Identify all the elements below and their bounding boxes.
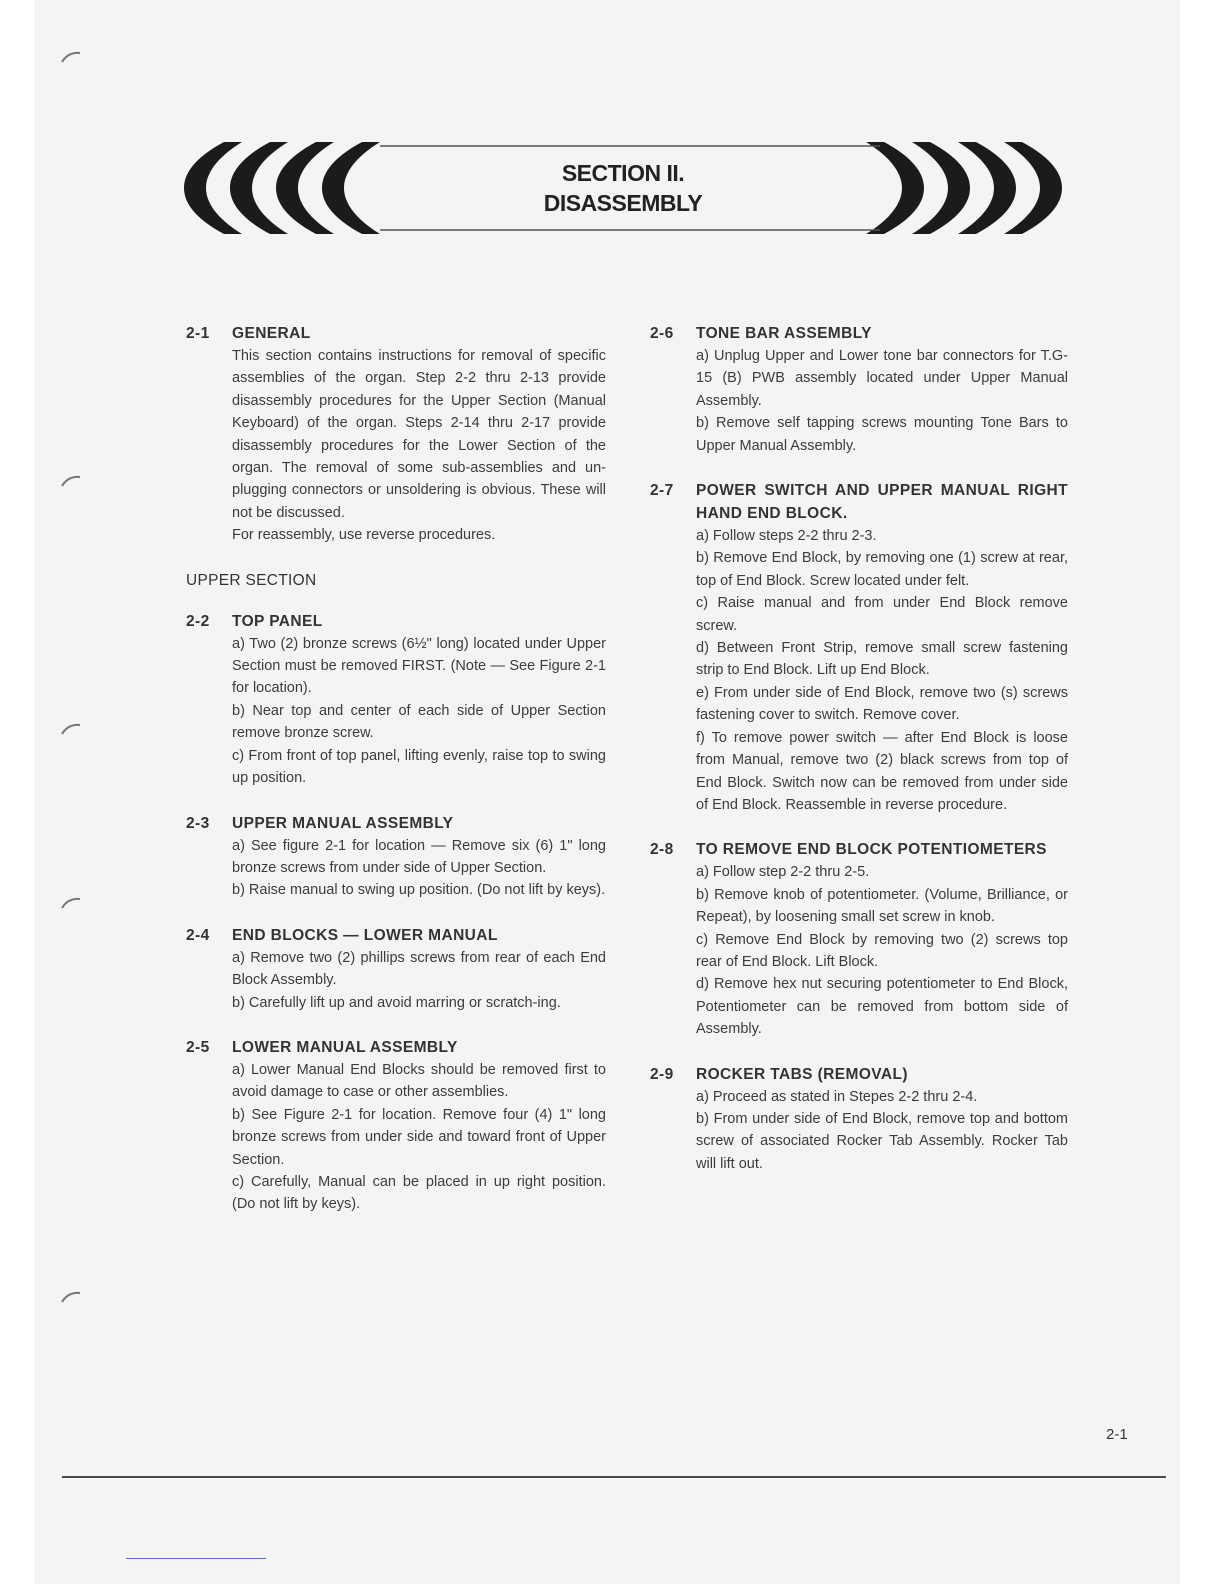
section-2-3 <box>186 812 606 902</box>
paragraph: d) Between Front Strip, remove small screw fastening strip to End Block. Lift up End Block. <box>696 640 1068 679</box>
section-2-9 <box>650 1063 1068 1176</box>
paragraph: d) Remove hex nut securing potentiometer to End Block, Potentiometer can be removed from bottom side of Assembly. <box>696 976 1068 1038</box>
paragraph: b) From under side of End Block, remove top and bottom screw of associated Rocker Tab Assembly. Rocker Tab will lift out. <box>696 1110 1068 1172</box>
section-2-5 <box>186 1036 606 1216</box>
paragraph: a) Follow step 2-2 thru 2-5. <box>696 864 870 881</box>
section-2-7 <box>650 479 1068 816</box>
binder-mark <box>60 1290 84 1304</box>
paragraph: a) Lower Manual End Blocks should be removed first to avoid damage to case or other assemblies. <box>232 1061 606 1101</box>
paragraph: a) Unplug Upper and Lower tone bar connectors for T.G-15 (B) PWB assembly located under Upper Manual Assembly. <box>696 348 1068 409</box>
section-2-6 <box>650 322 1068 457</box>
group-heading-upper-section: UPPER SECTION <box>186 571 317 589</box>
page-number: 2-1 <box>1106 1426 1128 1443</box>
paragraph: c) From front of top panel, lifting evenly, raise top to swing up position. <box>232 747 606 787</box>
section-number: 2-1 <box>186 325 210 342</box>
paragraph: b) Remove knob of potentiometer. (Volume, Brilliance, or Repeat), by loosening small set screw in knob. <box>696 886 1068 926</box>
section-number: 2-7 <box>650 482 674 500</box>
paragraph: a) Follow steps 2-2 thru 2-3. <box>696 528 877 545</box>
paragraph: e) From under side of End Block, remove two (s) screws fastening cover to switch. Remove cover. <box>696 684 1068 724</box>
section-heading-title: TOP PANEL <box>232 612 323 630</box>
paragraph: c) Carefully, Manual can be placed in up right position. (Do not lift by keys). <box>232 1173 606 1213</box>
section-2-2 <box>186 610 606 790</box>
section-number: 2-9 <box>650 1065 674 1083</box>
section-heading-title: UPPER MANUAL ASSEMBLY <box>232 814 454 832</box>
section-number: 2-8 <box>650 841 674 859</box>
section-heading <box>186 610 606 633</box>
section-2-1 <box>186 322 606 547</box>
paragraph: b) Carefully lift up and avoid marring or scratch-ing. <box>232 994 561 1011</box>
paragraph: This section contains instructions for removal of specific assemblies of the organ. Step 2-2 thru 2-13 provide disassembly procedures for the Upper Section (Manual Keyboard) of the organ. Steps 2-14 thru 2-17 provide disassembly procedures for the Lower Section of the organ. The removal of some sub-assemblies and un-plugging connectors or unsoldering is obvious. These will not be discussed. <box>232 348 606 521</box>
section-heading-title: GENERAL <box>232 325 311 342</box>
section-number: 2-5 <box>186 1038 210 1056</box>
section-heading-title: POWER SWITCH AND UPPER MANUAL RIGHT HAND END BLOCK. <box>696 482 1068 523</box>
section-heading <box>650 322 1068 345</box>
right-column <box>650 322 1068 1197</box>
section-heading <box>186 1036 606 1059</box>
section-heading-title: LOWER MANUAL ASSEMBLY <box>232 1038 458 1056</box>
binder-mark <box>60 50 84 64</box>
paragraph: a) Two (2) bronze screws (6½" long) located under Upper Section must be removed FIRST. (Note — See Figure 2-1 for location). <box>232 635 606 697</box>
section-heading-title: END BLOCKS — LOWER MANUAL <box>232 926 498 944</box>
scan-artifact-line <box>126 1558 266 1559</box>
section-title: SECTION II. <box>561 160 685 186</box>
footer-rule <box>62 1476 1166 1478</box>
section-heading <box>186 322 606 345</box>
section-subtitle: DISASSEMBLY <box>543 190 703 216</box>
paragraph: b) Remove End Block, by removing one (1) screw at rear, top of End Block. Screw located under felt. <box>696 550 1068 589</box>
left-column <box>186 322 606 1238</box>
paragraph: b) See Figure 2-1 for location. Remove four (4) 1" long bronze screws from under side and toward front of Upper Section. <box>232 1106 606 1168</box>
section-number: 2-6 <box>650 325 674 342</box>
paragraph: f) To remove power switch — after End Block is loose from Manual, remove two (2) black screws from top of End Block. Switch now can be removed from under side of End Block. Reassemble in reverse procedure. <box>696 729 1068 813</box>
section-heading <box>650 838 1068 861</box>
paragraph: For reassembly, use reverse procedures. <box>232 527 496 544</box>
section-2-4 <box>186 924 606 1014</box>
section-heading <box>650 1063 1068 1086</box>
paragraph: b) Near top and center of each side of Upper Section remove bronze screw. <box>232 702 606 742</box>
paragraph: c) Remove End Block by removing two (2) screws top rear of End Block. Lift Block. <box>696 931 1068 970</box>
section-heading-title: ROCKER TABS (REMOVAL) <box>696 1065 908 1083</box>
section-2-8 <box>650 838 1068 1040</box>
section-heading <box>186 812 606 835</box>
section-number: 2-4 <box>186 926 210 944</box>
binder-mark <box>60 474 84 488</box>
paragraph: a) See figure 2-1 for location — Remove six (6) 1" long bronze screws from under side of Upper Section. <box>232 837 606 876</box>
section-heading <box>650 479 1068 525</box>
section-heading <box>186 924 606 947</box>
paragraph: c) Raise manual and from under End Block remove screw. <box>696 595 1068 634</box>
section-banner <box>180 138 1066 238</box>
paragraph: b) Raise manual to swing up position. (Do not lift by keys). <box>232 882 606 899</box>
paragraph: a) Remove two (2) phillips screws from rear of each End Block Assembly. <box>232 949 606 989</box>
paragraph: a) Proceed as stated in Stepes 2-2 thru 2-4. <box>696 1088 978 1105</box>
binder-mark <box>60 722 84 736</box>
section-number: 2-2 <box>186 612 210 630</box>
section-heading-title: TO REMOVE END BLOCK POTENTIOMETERS <box>696 841 1047 859</box>
paragraph: b) Remove self tapping screws mounting Tone Bars to Upper Manual Assembly. <box>696 415 1068 454</box>
binder-mark <box>60 896 84 910</box>
section-heading-title: TONE BAR ASSEMBLY <box>696 325 872 342</box>
section-number: 2-3 <box>186 814 210 832</box>
